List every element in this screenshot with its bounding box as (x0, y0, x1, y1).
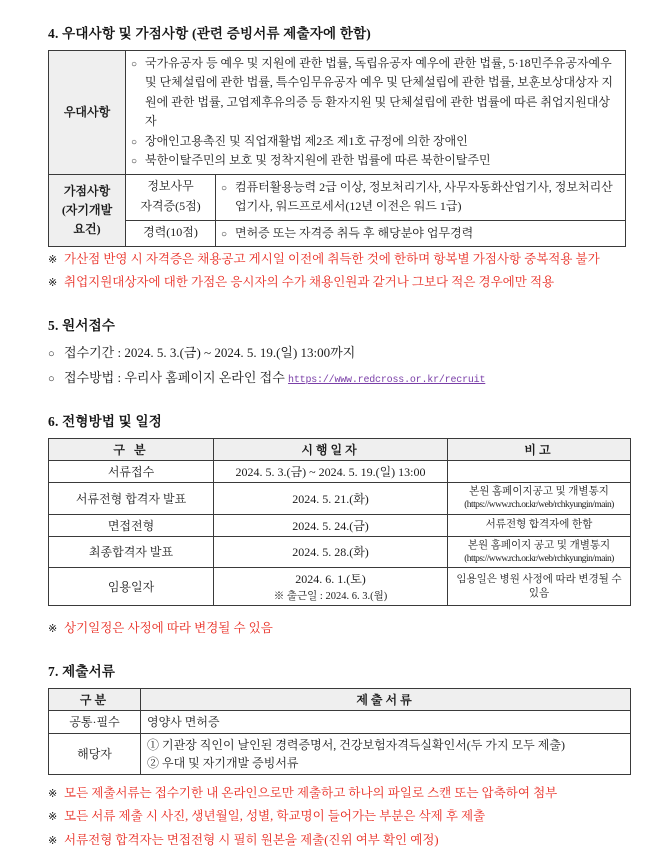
schedule-date-cell (214, 568, 448, 606)
documents-header-division: 구분 (49, 688, 141, 710)
schedule-remark: 임용일은 병원 사정에 따라 변경될 수 있음 (448, 568, 631, 606)
schedule-division: 임용일자 (49, 568, 214, 606)
documents-note (0, 808, 663, 826)
schedule-remark (448, 483, 631, 514)
documents-header-list: 제출서류 (141, 688, 631, 710)
circle-bullet-icon: ○ (221, 228, 228, 240)
circle-bullet-icon: ○ (48, 372, 55, 385)
reference-mark-icon: ※ (48, 787, 58, 800)
table-row (49, 536, 631, 567)
bonus-category-cell: 경력(10점) (126, 220, 216, 246)
bonus-detail-cell (216, 220, 626, 246)
list-item (131, 54, 621, 132)
schedule-table (48, 438, 631, 606)
bonus-category-line2: 자격증(5점) (140, 199, 201, 214)
schedule-remark-text: 서류전형 합격자에 한함 (485, 519, 593, 531)
application-method-text (64, 369, 663, 389)
documents-body (141, 733, 631, 774)
documents-line: ① 기관장 직인이 날인된 경력증명서, 건강보험자격득실확인서(두 가지 모두 제출) (147, 737, 565, 752)
list-item (131, 132, 621, 151)
preference-items-cell (126, 51, 626, 175)
schedule-header-date: 시행일자 (214, 439, 448, 461)
application-item-method (0, 369, 663, 389)
bonus-category-cell (126, 174, 216, 220)
reference-mark-icon: ※ (48, 811, 58, 824)
table-header-row (49, 688, 631, 710)
schedule-date: 2024. 5. 28.(화) (214, 536, 448, 567)
bonus-category-line1: 정보사무 (147, 179, 194, 194)
reference-mark-icon: ※ (48, 253, 58, 266)
documents-note (0, 832, 663, 849)
recruit-site-link[interactable]: https://www.redcross.or.kr/recruit (288, 374, 486, 386)
section-heading-documents: 7. 제출서류 (48, 663, 116, 679)
bonus-label-line2: (자기개발 (61, 202, 113, 217)
schedule-header-remark: 비고 (448, 439, 631, 461)
schedule-remark (448, 514, 631, 536)
table-row (49, 461, 631, 483)
reference-mark-icon: ※ (48, 834, 58, 847)
documents-note-text: 모든 제출서류는 접수기한 내 온라인으로만 제출하고 하나의 파일로 스캔 또는 압축하여 첨부 (64, 785, 558, 800)
schedule-division: 서류접수 (49, 461, 214, 483)
table-header-row (49, 439, 631, 461)
schedule-remark (448, 536, 631, 567)
schedule-division: 면접전형 (49, 514, 214, 536)
schedule-remark-url: (https://www.rch.or.kr/web/rchkyungin/main) (464, 553, 614, 564)
section-heading-schedule: 6. 전형방법 및 일정 (48, 414, 162, 430)
table-row (49, 710, 631, 733)
list-item (221, 224, 621, 243)
documents-division: 공통·필수 (49, 710, 141, 733)
preference-note-text: 가산점 반영 시 자격증은 채용공고 게시일 이전에 취득한 것에 한하며 항복별 가점사항 중복적용 불가 (64, 251, 600, 266)
application-method-label: 접수방법 : 우리사 홈페이지 온라인 접수 (64, 369, 289, 385)
table-row (49, 483, 631, 514)
list-item (131, 151, 621, 170)
table-row (49, 174, 626, 220)
documents-line: ② 우대 및 자기개발 증빙서류 (147, 755, 299, 770)
schedule-header-division: 구 분 (49, 439, 214, 461)
schedule-remark-text: 본원 홈페이지공고 및 개별통지 (469, 486, 609, 498)
schedule-note (0, 620, 663, 638)
schedule-remark-text: 본원 홈페이지 공고 및 개별통지 (467, 539, 611, 551)
preference-note (0, 274, 663, 292)
preference-note-text: 취업지원대상자에 대한 가점은 응시자의 수가 채용인원과 같거나 그보다 적은 경우에만 적용 (64, 275, 555, 290)
bonus-label-line1: 가점사항 (63, 183, 111, 198)
circle-bullet-icon: ○ (48, 347, 55, 360)
documents-line: 영양사 면허증 (147, 714, 220, 729)
table-row (49, 220, 626, 246)
schedule-date: 2024. 5. 3.(금) ~ 2024. 5. 19.(일) 13:00 (214, 461, 448, 483)
section-heading-application: 5. 원서접수 (48, 317, 116, 333)
schedule-date-sub: ※ 출근일 : 2024. 6. 3.(월) (273, 591, 388, 603)
documents-body (141, 710, 631, 733)
schedule-remark-url: (https://www.rch.or.kr/web/rchkyungin/main) (464, 500, 614, 511)
bonus-row-label (49, 174, 126, 246)
circle-bullet-icon: ○ (131, 156, 138, 168)
table-row (49, 568, 631, 606)
table-row (49, 733, 631, 774)
reference-mark-icon: ※ (48, 623, 58, 636)
bonus-detail-text: 면허증 또는 자격증 취득 후 해당분야 업무경력 (235, 225, 474, 240)
documents-note-highlight: 사진, 생년월일, 성별, 학교명이 들어가는 부분은 삭제 후 제출 (161, 809, 486, 824)
bonus-detail-cell (216, 174, 626, 220)
documents-note-plain: 모든 서류 제출 시 (64, 809, 162, 824)
preference-item-text: 장애인고용촉진 및 직업재활법 제2조 제1호 규정에 의한 장애인 (145, 133, 468, 148)
documents-table (48, 688, 631, 775)
application-period-text: 접수기간 : 2024. 5. 3.(금) ~ 2024. 5. 19.(일) 13:00까지 (64, 344, 356, 360)
circle-bullet-icon: ○ (221, 182, 228, 194)
section-heading-preference: 4. 우대사항 및 가점사항 (관련 증빙서류 제출자에 한함) (48, 26, 372, 41)
schedule-remark (448, 461, 631, 483)
bonus-detail-list (221, 224, 621, 243)
circle-bullet-icon: ○ (131, 136, 138, 148)
schedule-date: 2024. 6. 1.(토) (295, 572, 366, 587)
table-row (49, 51, 626, 175)
documents-note-text (64, 808, 663, 826)
bonus-detail-text: 컴퓨터활용능력 2급 이상, 정보처리기사, 사무자동화산업기사, 정보처리산업기사, 워드프로세서(12년 이전은 워드 1급) (235, 179, 613, 214)
application-item-period (0, 344, 663, 363)
schedule-division: 서류전형 합격자 발표 (49, 483, 214, 514)
schedule-note-text: 상기일정은 사정에 따라 변경될 수 있음 (64, 621, 273, 636)
schedule-date: 2024. 5. 24.(금) (214, 514, 448, 536)
preference-table (48, 50, 626, 247)
circle-bullet-icon: ○ (131, 59, 138, 70)
schedule-date: 2024. 5. 21.(화) (214, 483, 448, 514)
bonus-label-line3: 요건) (73, 221, 101, 236)
preference-item-text: 북한이탈주민의 보호 및 정착지원에 관한 법률에 따른 북한이탈주민 (145, 153, 491, 168)
schedule-division: 최종합격자 발표 (49, 536, 214, 567)
preference-note (0, 251, 663, 269)
bonus-detail-list (221, 178, 621, 217)
preference-row-label: 우대사항 (49, 51, 126, 175)
documents-note-text: 서류전형 합격자는 면접전형 시 필히 원본을 제출(진위 여부 확인 예정) (64, 832, 439, 847)
preference-item-text: 국가유공자 등 예우 및 지원에 관한 법률, 독립유공자 예우에 관한 법률, 5·18민주유공자예우 및 단체설립에 관한 법률, 특수임무유공자 예우 및 단체설립에 관한 법률, 보훈보상대상자 지원에 관한 법률, 고엽제후유의증 등 환자지원 및 단체설립에 관한 법률에 따른 취업지원대상자 (145, 56, 613, 129)
documents-division: 해당자 (49, 733, 141, 774)
preference-list (131, 54, 621, 171)
table-row (49, 514, 631, 536)
list-item (221, 178, 621, 217)
reference-mark-icon: ※ (48, 277, 58, 290)
